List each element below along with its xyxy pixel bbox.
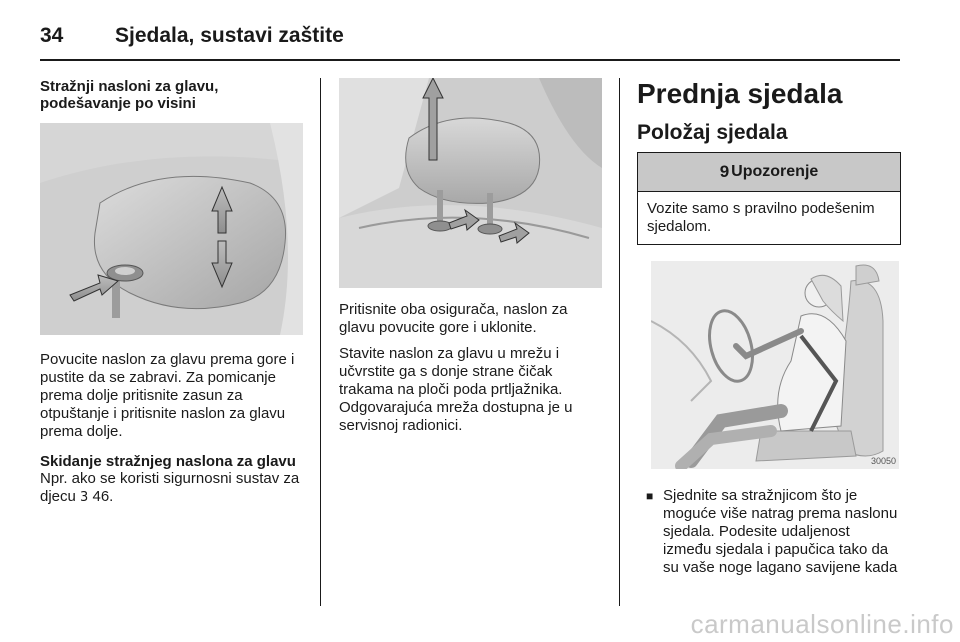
column-divider-1 (320, 78, 321, 606)
reference-page: 46. (88, 488, 114, 505)
column-divider-2 (619, 78, 620, 606)
headrest-height-illustration (40, 123, 303, 335)
right-column (637, 78, 901, 577)
page-number: 34 (40, 24, 64, 47)
warning-header (638, 153, 900, 192)
seat-position-heading: Položaj sjedala (637, 121, 788, 144)
figure-code: 30050 (871, 456, 897, 466)
page-header (40, 18, 344, 54)
headrest-removal-text-body: Npr. ako se koristi sigurnosni sustav za djecu (40, 470, 300, 505)
headrest-height-figure (40, 123, 303, 335)
headrest-removal-illustration (339, 78, 602, 288)
bullet-text: Sjednite sa stražnjicom što je moguće više natrag prema naslonu sjedala. Podesite udaljenost između sjedala i papučica tako da su vaše noge lagano savijene kada (663, 487, 898, 576)
running-title: Sjedala, sustavi zaštite (115, 24, 344, 47)
front-seats-heading: Prednja sjedala (637, 78, 843, 109)
headrest-adjust-text: Povucite naslon za glavu prema gore i pustite da se zabravi. Za pomicanje prema dolje pritisnite zasun za otpuštanje i pritisnite naslon za glavu prema dolje. (40, 351, 295, 440)
headrest-removal-text (40, 470, 304, 507)
left-column (40, 78, 304, 507)
remove-headrest-text: Pritisnite oba osigurača, naslon za glavu povucite gore i uklonite. (339, 301, 568, 336)
store-headrest-text: Stavite naslon za glavu u mrežu i učvrstite ga s donje strane čičak trakama na ploči poda prtljažnika. Odgovarajuća mreža dostupna je u servisnoj radionici. (339, 345, 573, 434)
warning-triangle-icon: 9 (719, 162, 730, 181)
middle-column (339, 78, 602, 435)
warning-text: Vozite samo s pravilno podešenim sjedalom. (647, 200, 875, 235)
bullet-item (637, 487, 901, 577)
seat-position-illustration (651, 261, 899, 469)
headrest-removal-figure (339, 78, 602, 288)
warning-box (637, 152, 901, 245)
watermark[interactable]: carmanualsonline.info (690, 609, 954, 639)
reference-arrow-icon: 3 (80, 490, 89, 505)
rear-headrest-heading: Stražnji nasloni za glavu, podešavanje po visini (40, 78, 219, 112)
warning-title: Upozorenje (731, 163, 819, 180)
bullet-square-icon: ■ (646, 489, 654, 503)
headrest-removal-heading: Skidanje stražnjeg naslona za glavu (40, 453, 296, 470)
seat-position-figure (651, 261, 899, 469)
header-rule (40, 59, 900, 61)
